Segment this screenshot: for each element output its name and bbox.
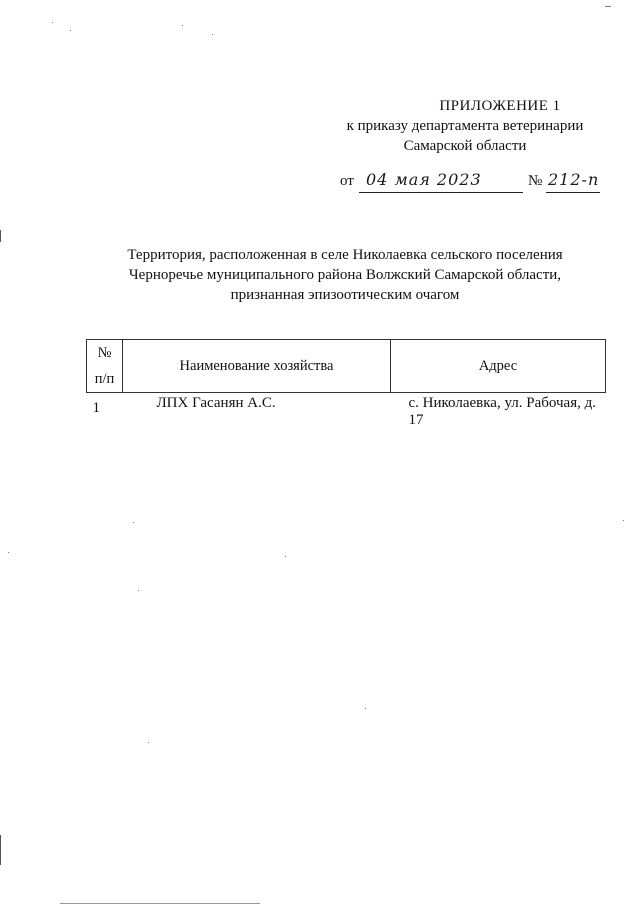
number-underline bbox=[546, 192, 600, 193]
order-date-handwritten: 04 мая 2023 bbox=[366, 170, 482, 189]
column-header-name: Наименование хозяйства bbox=[123, 340, 391, 393]
scan-speck bbox=[148, 742, 149, 743]
table-row bbox=[87, 393, 606, 430]
scan-speck bbox=[182, 25, 183, 26]
number-label: № bbox=[528, 173, 543, 189]
scan-speck bbox=[133, 522, 134, 523]
scan-speck bbox=[605, 6, 611, 7]
scan-speck bbox=[8, 552, 9, 553]
column-header-address: Адрес bbox=[391, 340, 606, 393]
heading-line-1: Территория, расположенная в селе Николаевка сельского поселения bbox=[127, 247, 563, 263]
column-header-number: № п/п bbox=[87, 340, 123, 393]
appendix-line-order: к приказу департамента ветеринарии bbox=[346, 118, 584, 134]
scan-bottom-line bbox=[60, 903, 260, 904]
document-heading bbox=[100, 245, 590, 305]
appendix-line-region: Самарской области bbox=[403, 138, 527, 154]
heading-line-2: Черноречье муниципального района Волжский Самарской области, bbox=[128, 267, 562, 283]
scan-speck bbox=[285, 556, 286, 557]
appendix-title: ПРИЛОЖЕНИЕ 1 bbox=[439, 98, 561, 114]
heading-line-3: признанная эпизоотическим очагом bbox=[230, 287, 460, 303]
row-number: 1 bbox=[92, 400, 100, 416]
row-address: с. Николаевка, ул. Рабочая, д. 17 bbox=[408, 395, 596, 428]
table-header-row bbox=[87, 340, 606, 393]
appendix-header bbox=[330, 96, 600, 156]
order-number-handwritten: 212-п bbox=[548, 170, 600, 189]
date-underline bbox=[359, 192, 523, 193]
scan-speck bbox=[365, 708, 366, 709]
order-date-number-line bbox=[340, 170, 610, 195]
scan-edge-mark bbox=[0, 835, 1, 865]
scan-speck bbox=[212, 34, 213, 35]
scan-speck bbox=[52, 22, 53, 23]
scan-speck bbox=[70, 30, 71, 31]
from-label: от bbox=[340, 173, 354, 189]
scan-speck bbox=[623, 520, 624, 521]
scan-edge-mark bbox=[0, 230, 1, 242]
scan-speck bbox=[138, 590, 139, 591]
households-table bbox=[86, 339, 606, 429]
row-household-name: ЛПХ Гасанян А.С. bbox=[156, 395, 276, 411]
